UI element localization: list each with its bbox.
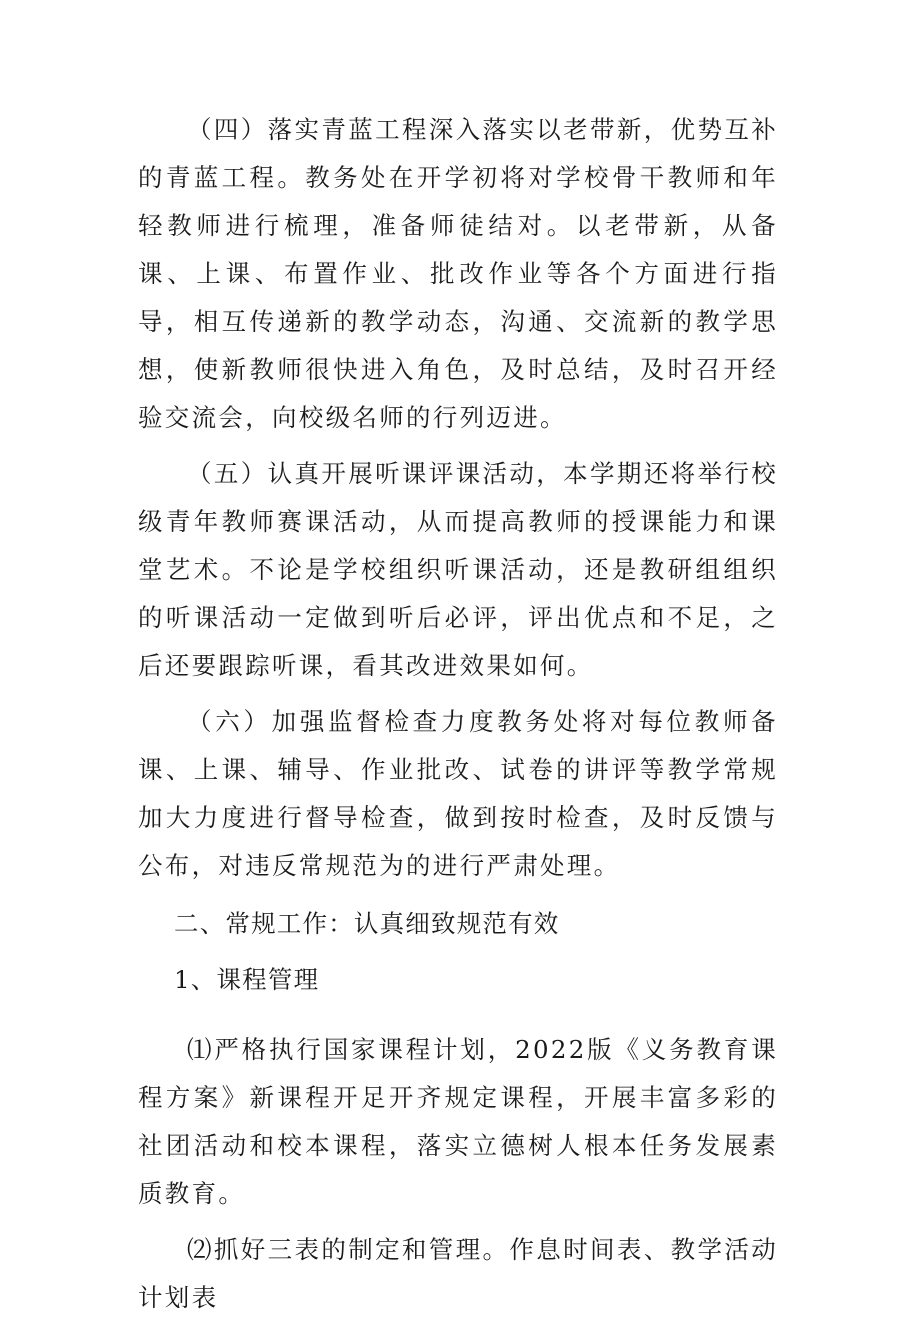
subsection-heading: 1、课程管理 [174, 965, 320, 994]
paragraph-supervision: （六）加强监督检查力度教务处将对每位教师备课、上课、辅导、作业批改、试卷的讲评等教学常规加大力度进行督导检查，做到按时检查，及时反馈与公布，对违反常规范为的进行严肃处理。 [138, 707, 778, 880]
list-item-three-tables: ⑵抓好三表的制定和管理。作息时间表、教学活动计划表 [138, 1235, 778, 1312]
section-heading: 二、常规工作：认真细致规范有效 [174, 909, 560, 938]
paragraph-lesson-evaluation: （五）认真开展听课评课活动，本学期还将举行校级青年教师赛课活动，从而提高教师的授课能力和课堂艺术。不论是学校组织听课活动，还是教研组组织的听课活动一定做到听后必评，评出优点和不足，之后还要跟踪听课，看其改进效果如何。 [138, 459, 778, 680]
list-item-curriculum-plan: ⑴严格执行国家课程计划，2022版《义务教育课程方案》新课程开足开齐规定课程，开展丰富多彩的社团活动和校本课程，落实立德树人根本任务发展素质教育。 [138, 1035, 778, 1208]
paragraph-qinglan-project: （四）落实青蓝工程深入落实以老带新，优势互补的青蓝工程。教务处在开学初将对学校骨干教师和年轻教师进行梳理，准备师徒结对。以老带新，从备课、上课、布置作业、批改作业等各个方面进行指导，相互传递新的教学动态，沟通、交流新的教学思想，使新教师很快进入角色，及时总结，及时召开经验交流会，向校级名师的行列迈进。 [138, 115, 778, 432]
document-body [138, 106, 778, 1322]
